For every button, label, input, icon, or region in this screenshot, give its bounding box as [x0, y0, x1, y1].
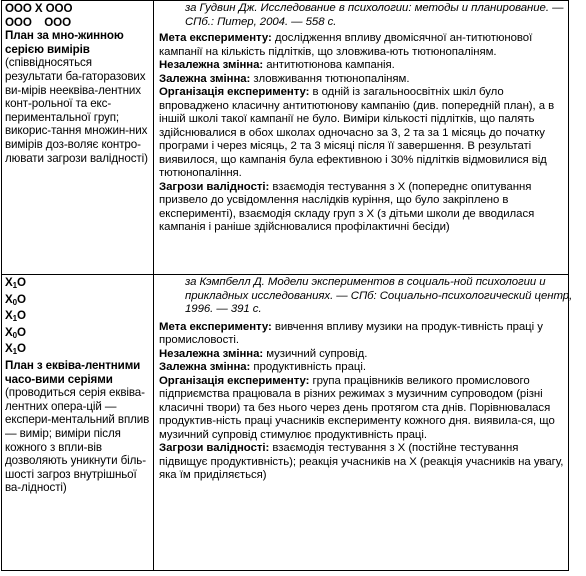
table-row-equivalent-time-series — [2, 275, 569, 571]
field-label: Залежна змінна: — [159, 72, 251, 85]
field-text: антитютюнова кампанія. — [263, 59, 395, 71]
field-text: взаємодія тестування з Х (попереднє опитування призвело до усвідомлення наслідків куріння, що було закріплено в експерименті), взаємодія складу груп з Х (з дітьми школи де вводилася кампанія і раніше здійснювалися профілактичні бесіди) — [159, 180, 535, 233]
field-label: Організація експерименту: — [159, 86, 310, 98]
field-organization — [159, 86, 568, 181]
plan-description: (співвідносяться результати ба-гаторазових ви-мірів нееквіва-лентних конт-рольної та екс-периментальної груп; викорис-тання множин-них вимірів доз-воляє контро-лювати загрози валідності) — [5, 56, 148, 165]
field-label: Загрози валідності: — [159, 180, 270, 193]
field-text: група працівників великого промислового підприємства працювала в різних режимах з музичним супроводом (різні класичні твори) та без нього через день протягом ста днів. Порівнювалася продуктив-ність праці учасників експерименту кожного дня. виявила-ся, що музичний супровід стимулює продуктивність праці. — [159, 374, 555, 441]
field-label: Незалежна змінна: — [159, 59, 264, 71]
design-notation: ООО Х ООО ООО ООО — [5, 2, 73, 29]
plan-description: (проводиться серія еквіва-лентних опера-цій — експери-ментальний вплив — вимір; виміри після кожного з впли-вів дозволяють уникнути біль-шості загроз внутрішньої ва-лідності) — [5, 386, 150, 495]
field-dependent-variable — [159, 73, 568, 87]
citation: за Гудвин Дж. Исследование в психологии: методы и планирование. — СПб.: Питер, 2004. — 558 с. — [185, 2, 564, 28]
citation: за Кэмпбелл Д. Модели экспериментов в социаль-ной психологии и прикладных исследованиях. — СПб: Социально-психологический центр, 1996. — 391 с. — [185, 276, 573, 315]
field-text: вивчення впливу музики на продук-тивність праці у промисловості. — [159, 320, 543, 346]
example-cell-multiple-series — [154, 1, 569, 275]
field-label: Мета експерименту: — [159, 32, 272, 44]
field-goal — [159, 32, 568, 59]
field-text: музичний супровід. — [263, 347, 368, 360]
experiment-plans-table — [1, 0, 573, 571]
field-label: Загрози валідності: — [159, 442, 270, 454]
field-organization — [159, 375, 568, 443]
plan-title: План за мно-жинною серією вимірів — [5, 29, 124, 56]
field-validity-threats — [159, 442, 568, 483]
field-text: продуктивність праці. — [250, 361, 366, 373]
plan-title: План з еквіва-лентними часо-вими серіями — [5, 358, 141, 386]
field-text: дослідження впливу двомісячної ан-титютюнової кампанії на кількість підлітків, що зловжива-ють тютюнопаліням. — [159, 32, 533, 58]
design-notation: $X_1O$ $X_0O$ $X_1O$ $X_0O$ $X_1O$ — [5, 276, 26, 357]
field-dependent-variable — [159, 361, 568, 375]
field-label: Залежна змінна: — [159, 361, 251, 373]
field-label: Мета експерименту: — [159, 320, 272, 333]
field-independent-variable — [159, 348, 568, 362]
field-text: взаємодія тестування з Х (постійне тестування підвищує продуктивність); реакція учасників на Х (реакція учасників на увагу, яка їм приділяється) — [159, 442, 564, 481]
field-label: Незалежна змінна: — [159, 347, 264, 360]
plan-cell-equivalent-time-series — [2, 275, 154, 571]
plan-cell-multiple-series — [2, 1, 154, 275]
field-label: Організація експерименту: — [159, 374, 310, 387]
field-goal — [159, 321, 568, 348]
field-text: зловживання тютюнопаліням. — [250, 72, 410, 85]
field-validity-threats — [159, 181, 568, 235]
field-text: в одній із загальноосвітніх шкіл було впроваджено класичну антитютюнову кампанію (див. попередній план), а в іншій школі такої кампанії не було. Виміри кількості підлітків, що палять здійснювалися в обох школах одночасно за 3, 2 та за 1 місяць до початку програми і через місяць, 2 та 3 місяці після її завершення. В результаті виявилося, що кампанія була ефективною і 30% підлітків відмовилися від тютюнопаління. — [159, 86, 555, 179]
table-row-multiple-series — [2, 1, 569, 275]
example-cell-equivalent-time-series — [154, 275, 573, 571]
field-independent-variable — [159, 59, 568, 73]
